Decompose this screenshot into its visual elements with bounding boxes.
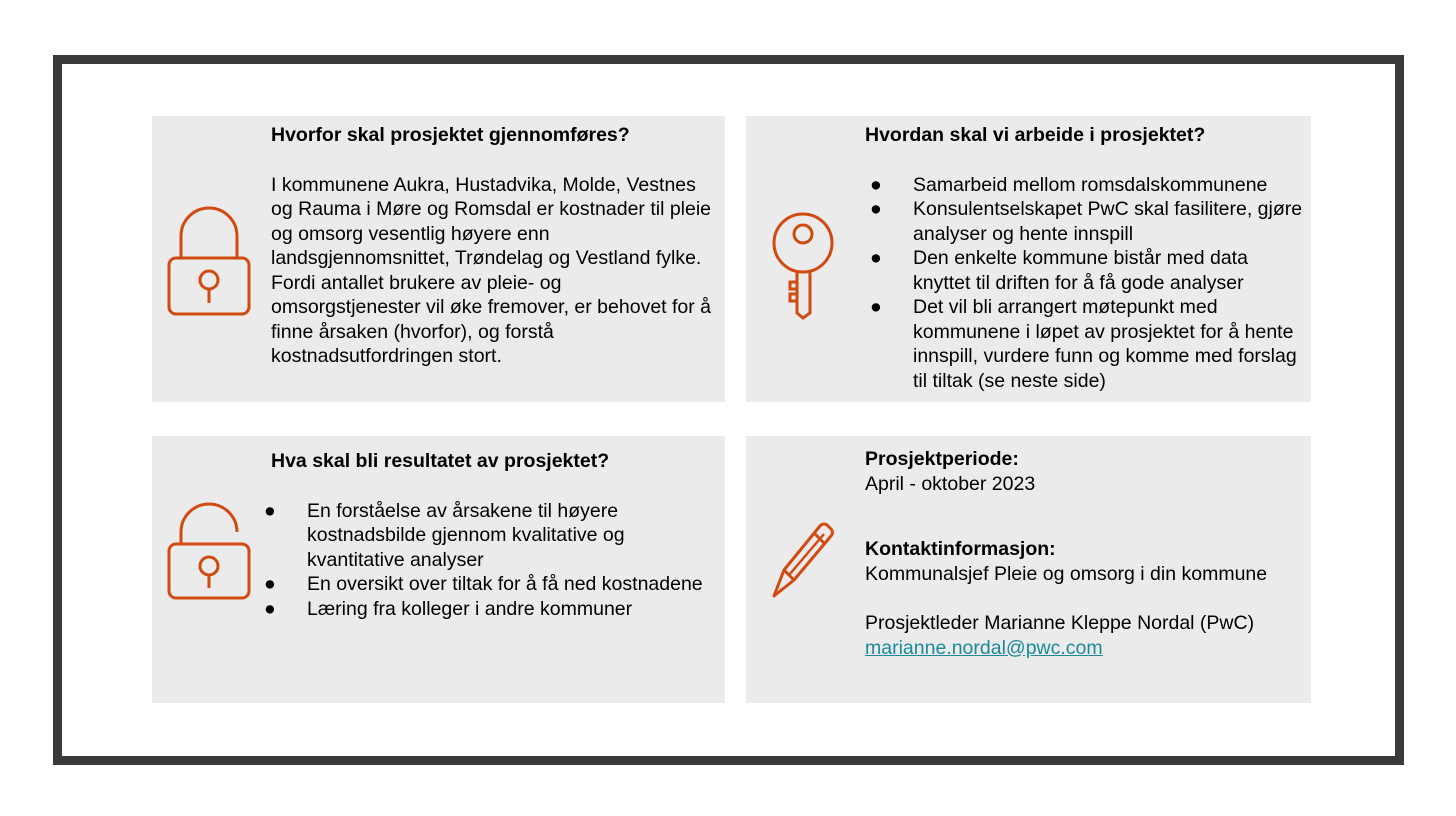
list-item (865, 295, 1305, 393)
bullet: ● (870, 173, 882, 196)
list-item (865, 197, 1305, 246)
bullet: ● (264, 499, 276, 522)
result-heading: Hva skal bli resultatet av prosjektet? (271, 450, 610, 472)
info-text (865, 447, 1305, 660)
why-body: I kommunene Aukra, Hustadvika, Molde, Vestnes og Rauma i Møre og Romsdal er kostnader til pleie og omsorg vesentlig høyere enn landsgjennomsnittet, Trøndelag og Vestland fylke. Fordi antallet brukere av pleie- og omsorgstjenester vil øke fremover, er behovet for å finne årsaken (hvorfor), og forstå kostnadsutfordringen stort. (271, 173, 712, 367)
contact-line-2: Prosjektleder Marianne Kleppe Nordal (PwC) (865, 612, 1255, 634)
bullet: ● (264, 597, 276, 620)
list-item-text: En oversikt over tiltak for å få ned kostnadene (307, 573, 703, 595)
unlocked-lock-icon (165, 502, 253, 602)
how-text (865, 123, 1305, 393)
lock-icon (165, 206, 253, 318)
list-item (865, 173, 1305, 198)
pencil-icon (770, 520, 836, 600)
email-paragraph (865, 636, 1305, 661)
email-link[interactable]: marianne.nordal@pwc.com (865, 636, 1103, 659)
why-text (271, 123, 716, 369)
result-text (264, 449, 716, 621)
list-item (259, 572, 716, 597)
list-item-text: Den enkelte kommune bistår med data knyttet til driften for å få gode analyser (913, 247, 1248, 294)
bullet: ● (870, 296, 882, 318)
bullet: ● (870, 198, 882, 220)
list-item-text: Læring fra kolleger i andre kommuner (307, 597, 633, 620)
how-list (865, 173, 1305, 394)
list-item (259, 499, 716, 573)
list-item-text: Det vil bli arrangert møtepunkt med kommunene i løpet av prosjektet for å hente innspill, vurdere funn og komme med forslag til tiltak (se neste side) (913, 296, 1297, 392)
list-item-text: Konsulentselskapet PwC skal fasilitere, gjøre analyser og hente innspill (913, 198, 1303, 245)
list-item-text: En forståelse av årsakene til høyere kostnadsbilde gjennom kvalitative og kvantitative analyser (307, 499, 625, 571)
contact-line-1: Kommunalsjef Pleie og omsorg i din kommune (865, 562, 1268, 585)
result-list (259, 499, 716, 622)
why-heading: Hvorfor skal prosjektet gjennomføres? (271, 124, 630, 146)
period-value: April - oktober 2023 (865, 472, 1036, 495)
contact-label: Kontaktinformasjon: (865, 538, 1056, 560)
list-item (259, 597, 716, 622)
bullet: ● (870, 247, 882, 269)
list-item-text: Samarbeid mellom romsdalskommunene (913, 173, 1268, 196)
key-icon (770, 210, 838, 322)
how-heading: Hvordan skal vi arbeide i prosjektet? (865, 124, 1206, 146)
list-item (865, 246, 1305, 295)
bullet: ● (264, 573, 276, 595)
period-label: Prosjektperiode: (865, 448, 1019, 470)
